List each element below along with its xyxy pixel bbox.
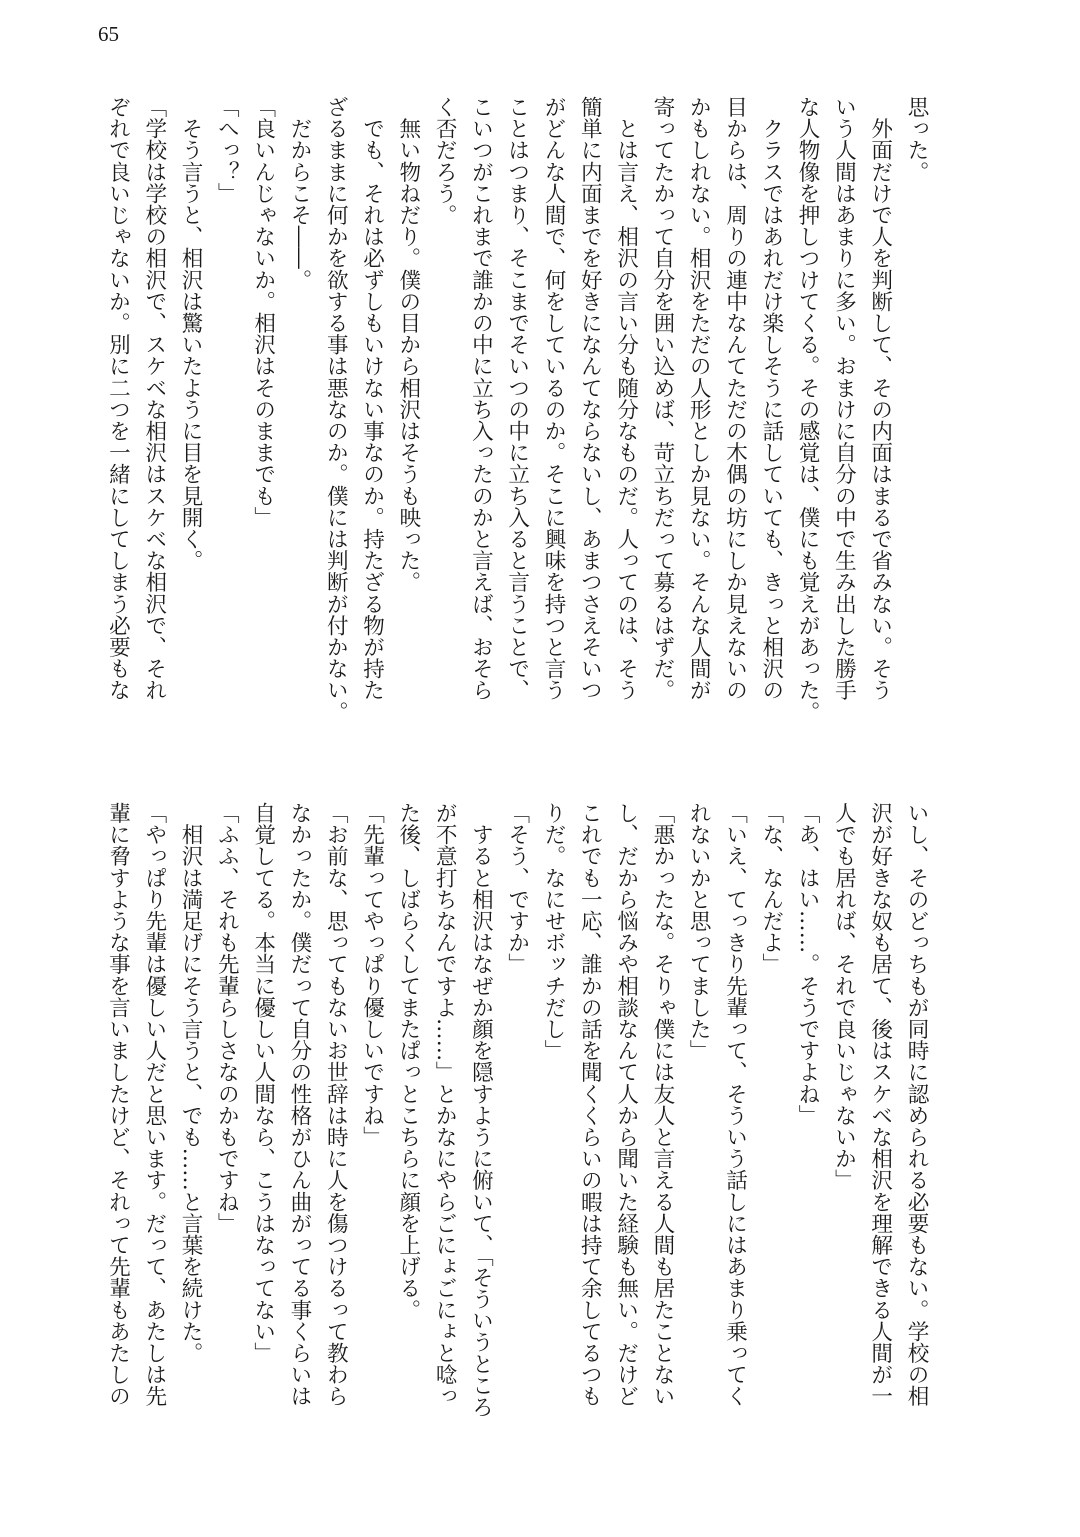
text-line: ざるままに何かを欲する事は悪なのか。僕には判断が付かない。: [323, 96, 349, 723]
text-line: だからこそ――。: [286, 96, 312, 291]
text-line: た後、しばらくしてまたぱっとこちらに顔を上げる。: [395, 802, 421, 1321]
text-line: 目からは、周りの連中なんてただの木偶の坊にしか見えないの: [722, 96, 748, 701]
text-line: 「先輩ってやっぱり優しいですね」: [359, 802, 385, 1148]
text-line: 「いえ、てっきり先輩って、そういう話しにはあまり乗ってく: [722, 802, 748, 1407]
page-number: 65: [98, 22, 119, 46]
text-line: 「な、なんだよ」: [758, 802, 784, 975]
text-line: 思った。: [904, 96, 929, 183]
text-line: 外面だけで人を判断して、その内面はまるで省みない。そう: [867, 96, 893, 701]
text-line: 無い物ねだり。僕の目から相沢はそうも映った。: [395, 96, 421, 593]
text-line: く否だろう。: [432, 96, 458, 226]
text-line: ことはつまり、そこまでそいつの中に立ち入ると言うことで、: [504, 96, 530, 701]
text-line: 輩に脅すような事を言いましたけど、それって先輩もあたしの: [105, 802, 131, 1407]
text-block-top: [99, 96, 934, 722]
text-line: 「そう、ですか」: [504, 802, 530, 975]
text-line: りだ。なにせボッチだし」: [541, 802, 567, 1062]
text-line: ぞれで良いじゃないか。別に二つを一緒にしてしまう必要もな: [105, 96, 131, 701]
text-line: 簡単に内面までを好きになんてならないし、あまつさえそいつ: [577, 96, 603, 701]
text-line: 「お前な、思ってもないお世辞は時に人を傷つけるって教わら: [323, 802, 349, 1407]
text-line: が不意打ちなんですよ……」とかなにやらごにょごにょと唸っ: [432, 802, 458, 1407]
text-line: 「あ、はい……。そうですよね」: [795, 802, 821, 1126]
text-line: がどんな人間で、何をしているのか。そこに興味を持つと言う: [541, 96, 567, 701]
text-line: いし、そのどっちもが同時に認められる必要もない。学校の相: [904, 802, 929, 1407]
text-line: でも、それは必ずしもいけない事なのか。持たざる物が持た: [359, 96, 385, 701]
text-line: れないかと思ってました」: [686, 802, 712, 1062]
text-line: 「悪かったな。そりゃ僕には友人と言える人間も居たことない: [649, 802, 675, 1407]
text-line: クラスではあれだけ楽しそうに話していても、きっと相沢の: [758, 96, 784, 701]
text-line: 「ふふ、それも先輩らしさなのかもですね」: [214, 802, 240, 1234]
text-line: 寄ってたかって自分を囲い込めば、苛立ちだって募るはずだ。: [649, 96, 675, 701]
text-line: 「学校は学校の相沢で、スケベな相沢はスケベな相沢で、それ: [141, 96, 167, 701]
text-line: 相沢は満足げにそう言うと、でも……と言葉を続けた。: [178, 802, 204, 1364]
text-line: これでも一応、誰かの話を聞くくらいの暇は持て余してるつも: [577, 802, 603, 1407]
text-line: 「良いんじゃないか。相沢はそのままでも」: [250, 96, 276, 528]
text-line: な人物像を押しつけてくる。その感覚は、僕にも覚えがあった。: [795, 96, 821, 723]
text-line: し、だから悩みや相談なんて人から聞いた経験も無い。だけど: [613, 802, 639, 1407]
text-line: かもしれない。相沢をただの人形としか見ない。そんな人間が: [686, 96, 712, 701]
text-line: 「やっぱり先輩は優しい人だと思います。だって、あたしは先: [141, 802, 167, 1407]
text-line: すると相沢はなぜか顔を隠すように俯いて、「そういうところ: [468, 802, 494, 1418]
text-line: そう言うと、相沢は驚いたように目を見開く。: [178, 96, 204, 572]
text-line: こいつがこれまで誰かの中に立ち入ったのかと言えば、おそら: [468, 96, 494, 701]
text-line: 自覚してる。本当に優しい人間なら、こうはなってない」: [250, 802, 276, 1364]
text-line: とは言え、相沢の言い分も随分なものだ。人ってのは、そう: [613, 96, 639, 701]
text-line: 「へっ？」: [214, 96, 240, 204]
text-line: 人でも居れば、それで良いじゃないか」: [831, 802, 857, 1191]
text-line: なかったか。僕だって自分の性格がひん曲がってる事くらいは: [286, 802, 312, 1407]
text-block-bottom: [99, 802, 934, 1418]
text-line: 沢が好きな奴も居て、後はスケベな相沢を理解できる人間が一: [867, 802, 893, 1407]
text-line: いう人間はあまりに多い。おまけに自分の中で生み出した勝手: [831, 96, 857, 701]
